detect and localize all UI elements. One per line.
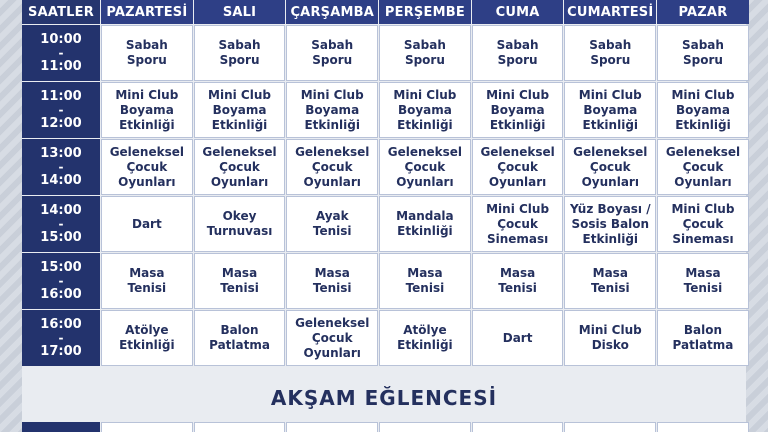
activity-cell: Mini Club Boyama Etkinliği [101,82,193,138]
time-slot-end: 12:00 [40,116,82,131]
time-slot-separator: - [58,160,64,174]
time-slot-start: 14:00 [40,203,82,218]
time-slot-cell [22,82,100,138]
activity-cell: Masa Tenisi [564,253,656,309]
time-slot-separator: - [58,331,64,345]
activity-cell: Masa Tenisi [657,253,749,309]
activity-cell: Sabah Sporu [194,25,286,81]
activity-cell: Geleneksel Çocuk Oyunları [657,139,749,195]
header-day-wednesday: ÇARŞAMBA [286,0,378,24]
activity-cell: Balon Patlatma [194,310,286,366]
time-slot-end: 16:00 [40,287,82,302]
time-slot-separator: - [58,217,64,231]
activity-cell: Mini Club Disko [564,310,656,366]
activity-cell: Mandala Etkinliği [379,196,471,252]
header-time-column: SAATLER [22,0,100,24]
header-day-friday: CUMA [472,0,564,24]
time-slot-cell [22,139,100,195]
activity-cell: Dart [472,310,564,366]
header-day-tuesday: SALI [194,0,286,24]
time-slot-separator: - [58,103,64,117]
time-slot-start: 11:00 [40,89,82,104]
evening-activity-cell [379,422,471,432]
activity-cell: Geleneksel Çocuk Oyunları [286,310,378,366]
activity-cell: Mini Club Boyama Etkinliği [286,82,378,138]
activity-cell: Masa Tenisi [101,253,193,309]
header-day-thursday: PERŞEMBE [379,0,471,24]
time-slot-end: 14:00 [40,173,82,188]
activity-cell: Mini Club Çocuk Sineması [657,196,749,252]
activity-cell: Atölye Etkinliği [101,310,193,366]
activity-cell: Geleneksel Çocuk Oyunları [286,139,378,195]
evening-activity-cell [657,422,749,432]
evening-time-cell [22,422,100,432]
time-slot-cell [22,310,100,366]
activity-cell: Yüz Boyası / Sosis Balon Etkinliği [564,196,656,252]
header-day-monday: PAZARTESİ [101,0,193,24]
activity-cell: Geleneksel Çocuk Oyunları [194,139,286,195]
time-slot-separator: - [58,274,64,288]
activity-cell: Sabah Sporu [286,25,378,81]
evening-activity-cell [472,422,564,432]
time-slot-start: 15:00 [40,260,82,275]
activity-cell: Masa Tenisi [286,253,378,309]
activity-cell: Atölye Etkinliği [379,310,471,366]
activity-cell: Mini Club Çocuk Sineması [472,196,564,252]
evening-activity-cell [286,422,378,432]
evening-activity-cell [194,422,286,432]
time-slot-end: 15:00 [40,230,82,245]
activity-cell: Sabah Sporu [564,25,656,81]
background-right-edge [746,0,768,432]
header-day-sunday: PAZAR [657,0,749,24]
time-slot-cell [22,196,100,252]
activity-cell: Masa Tenisi [379,253,471,309]
time-slot-end: 17:00 [40,344,82,359]
evening-table-row [22,422,746,432]
evening-activity-cell [101,422,193,432]
activity-cell: Sabah Sporu [379,25,471,81]
time-slot-separator: - [58,46,64,60]
activity-cell: Masa Tenisi [472,253,564,309]
activity-cell: Mini Club Boyama Etkinliği [194,82,286,138]
activity-cell: Geleneksel Çocuk Oyunları [472,139,564,195]
activity-cell: Sabah Sporu [472,25,564,81]
activity-cell: Balon Patlatma [657,310,749,366]
time-slot-cell [22,253,100,309]
activity-cell: Geleneksel Çocuk Oyunları [101,139,193,195]
evening-activity-cell [564,422,656,432]
activity-cell: Geleneksel Çocuk Oyunları [379,139,471,195]
activity-cell: Mini Club Boyama Etkinliği [564,82,656,138]
activity-cell: Geleneksel Çocuk Oyunları [564,139,656,195]
activity-cell: Dart [101,196,193,252]
schedule-table [22,0,746,366]
activity-cell: Ayak Tenisi [286,196,378,252]
activity-cell: Mini Club Boyama Etkinliği [379,82,471,138]
activity-cell: Masa Tenisi [194,253,286,309]
time-slot-cell [22,25,100,81]
background-left-edge [0,0,22,432]
activity-cell: Sabah Sporu [657,25,749,81]
time-slot-start: 16:00 [40,317,82,332]
time-slot-start: 10:00 [40,32,82,47]
activity-cell: Okey Turnuvası [194,196,286,252]
activity-cell: Mini Club Boyama Etkinliği [472,82,564,138]
header-day-saturday: CUMARTESİ [564,0,656,24]
time-slot-end: 11:00 [40,59,82,74]
time-slot-start: 13:00 [40,146,82,161]
activity-cell: Sabah Sporu [101,25,193,81]
evening-section-title: AKŞAM EĞLENCESİ [270,386,498,410]
activity-cell: Mini Club Boyama Etkinliği [657,82,749,138]
